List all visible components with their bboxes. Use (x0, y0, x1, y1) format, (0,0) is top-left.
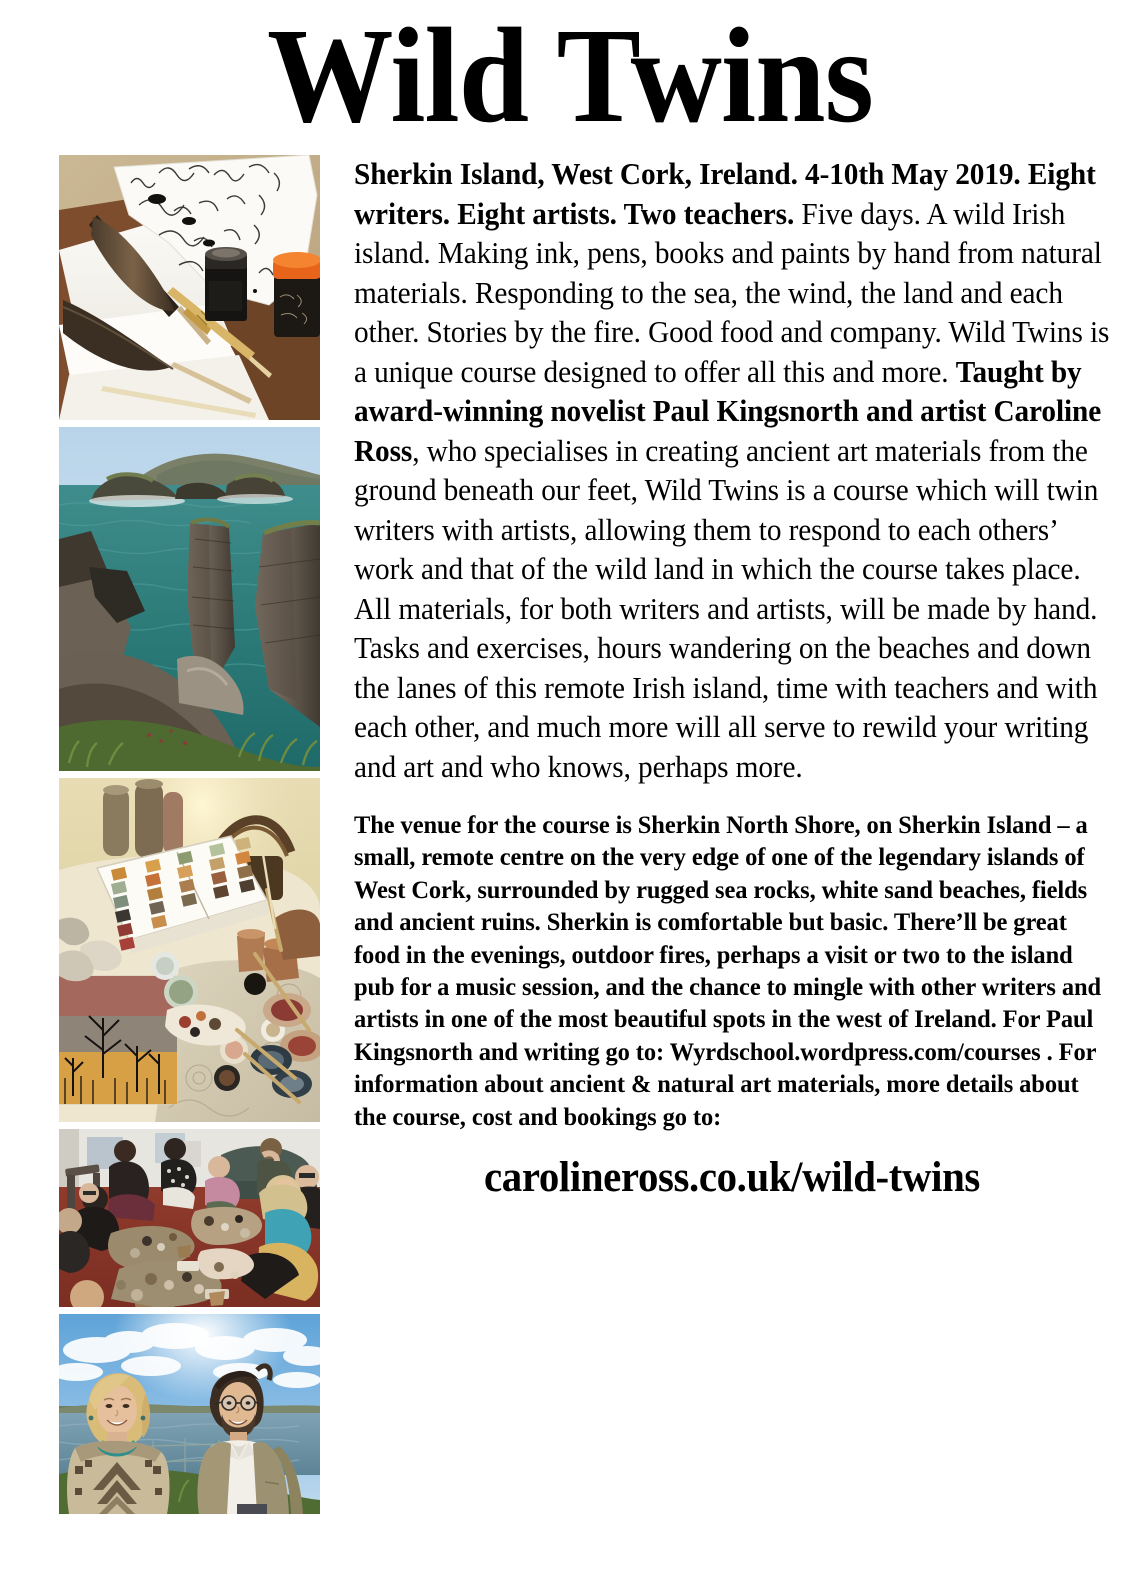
intro-bold-lead: Sherkin Island, West Cork, Ireland. 4-10th May 2019. Eight writers. Eight artists. Two teachers. (354, 157, 1096, 231)
intro-bold-teachers: Taught by award-winning novelist Paul Kingsnorth and artist Caroline Ross (354, 354, 1102, 468)
website-url[interactable]: carolineross.co.uk/wild-twins (484, 1154, 980, 1202)
photo-sea-cliffs-and-stacks (59, 427, 320, 771)
photo-workshop-group-circle (59, 1129, 320, 1307)
photo-pigments-and-paint-materials (59, 778, 320, 1122)
photo-two-teachers-by-the-sea (59, 1314, 320, 1514)
photo-column (59, 155, 320, 1521)
photo-quills-ink-and-handwriting (59, 155, 320, 420)
intro-body-1: Five days. A wild Irish island. Making ink, pens, books and paints by hand from natural materials. Responding to the sea, the wind, the land and each other. Stories by the fire. Good food and company. Wild Twins is a unique course designed to offer all this and more. (354, 196, 1110, 389)
two-teachers-illustration (59, 1314, 320, 1514)
sea-cliffs-illustration (59, 427, 320, 771)
intro-body-2: , who specialises in creating ancient art materials from the ground beneath our feet, Wild Twins is a course which will twin writers with artists, allowing them to respond to each others’ work and that of the wild land in which the course takes place. All materials, for both writers and artists, will be made by hand. Tasks and exercises, hours wandering on the beaches and down the lanes of this remote Irish island, time with teachers and with each other, and much more will all serve to rewild your writing and art and who knows, perhaps more. (354, 433, 1099, 784)
pigments-illustration (59, 778, 320, 1122)
page-title-container (0, 1, 1140, 151)
workshop-group-illustration (59, 1129, 320, 1307)
venue-paragraph: The venue for the course is Sherkin North Shore, on Sherkin Island – a small, remote centre on the very edge of one of the legendary islands of West Cork, surrounded by rugged sea rocks, white sand beaches, fields and ancient ruins. Sherkin is comfortable but basic. There’ll be great food in the evenings, outdoor fires, perhaps a visit or two to the island pub for a music session, and the chance to mingle with other writers and artists in one of the most beautiful spots in the west of Ireland. For Paul Kingsnorth and writing go to: Wyrdschool.wordpress.com/courses . For information about ancient & natural art materials, more details about the course, cost and bookings go to: (354, 810, 1102, 1131)
page-title: Wild Twins (267, 1, 873, 151)
quills-ink-illustration (59, 155, 320, 420)
text-column (354, 155, 1110, 1202)
intro-paragraph (354, 155, 1110, 787)
